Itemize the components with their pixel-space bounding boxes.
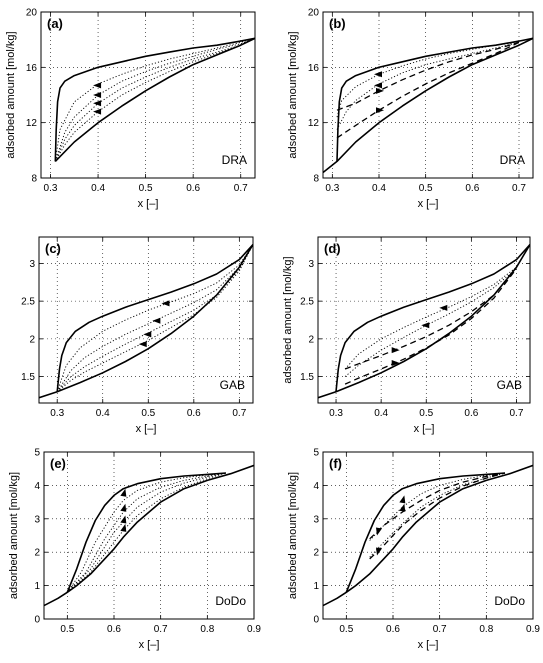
x-tick-label: 0.4: [95, 408, 110, 419]
y-tick-label: 4: [313, 480, 319, 492]
panel-label: (e): [50, 456, 66, 471]
arrow-marker: [93, 82, 101, 88]
x-tick-label: 0.6: [186, 408, 201, 419]
panel-c: [21, 237, 253, 435]
panel-e: [8, 448, 261, 652]
series-group: [323, 465, 533, 605]
series-line-dotted: [57, 245, 253, 392]
y-axis-label: adsorbed amount [mol/kg]: [282, 256, 294, 384]
x-tick-label: 0.7: [153, 624, 168, 635]
x-tick-label: 0.3: [325, 183, 340, 194]
series-line-dotted: [57, 245, 253, 392]
panel-label: (b): [329, 16, 346, 31]
y-tick-label: 2: [308, 334, 314, 346]
y-axis-label: adsorbed amount [mol/kg]: [287, 31, 299, 159]
x-tick-label: 0.7: [232, 408, 247, 419]
arrow-marker: [392, 347, 400, 353]
y-tick-label: 1: [313, 581, 319, 593]
model-label: GAB: [219, 378, 245, 392]
series-line-solid: [44, 465, 254, 605]
arrow-marker: [399, 495, 405, 503]
y-tick-label: 12: [307, 118, 319, 130]
y-tick-label: 4: [34, 480, 40, 492]
x-axis-label: x [–]: [413, 423, 435, 435]
series-line-solid: [323, 465, 533, 605]
panel-b: [287, 8, 533, 211]
arrow-marker: [120, 515, 126, 523]
x-tick-label: 0.9: [247, 624, 261, 635]
x-tick-label: 0.7: [512, 183, 526, 194]
x-tick-label: 0.7: [233, 183, 248, 194]
series-line-solid: [55, 38, 255, 161]
x-tick-label: 0.7: [509, 408, 524, 419]
panel-label: (f): [329, 456, 342, 471]
y-tick-label: 5: [34, 447, 40, 459]
y-tick-label: 2.5: [21, 296, 35, 308]
x-tick-label: 0.6: [464, 408, 479, 419]
panel-a: [5, 8, 255, 211]
series-line-solid: [318, 245, 530, 398]
series-line-dotted: [55, 38, 255, 161]
arrow-marker: [374, 71, 382, 77]
arrow-marker: [139, 341, 147, 347]
series-group: [318, 245, 530, 398]
x-tick-label: 0.6: [186, 183, 201, 194]
x-tick-label: 0.4: [372, 183, 386, 194]
x-tick-label: 0.6: [107, 624, 121, 635]
arrow-marker: [374, 82, 382, 88]
y-tick-label: 1.5: [300, 372, 314, 384]
y-tick-label: 0: [313, 614, 319, 626]
arrow-marker: [376, 548, 382, 556]
y-tick-label: 3: [29, 258, 35, 270]
x-tick-label: 0.5: [419, 408, 434, 419]
series-line-solid: [57, 245, 253, 392]
y-axis-label: adsorbed amount [mol/kg]: [287, 471, 299, 600]
x-axis-label: x [–]: [135, 423, 157, 435]
x-tick-label: 0.5: [141, 408, 156, 419]
y-axis-label: adsorbed amount [mol/kg]: [5, 31, 17, 159]
arrow-marker: [152, 318, 160, 324]
series-line-dotted: [337, 42, 519, 117]
series-line-solid: [39, 245, 253, 398]
panel-label: (d): [324, 241, 341, 256]
series-line-dotted: [55, 38, 255, 161]
arrow-marker: [143, 331, 151, 337]
series-group: [39, 245, 253, 398]
series-line-dashed: [345, 267, 516, 369]
arrow-marker: [421, 322, 429, 328]
series-group: [55, 38, 255, 161]
arrow-marker: [399, 504, 405, 512]
x-tick-label: 0.5: [418, 183, 433, 194]
series-line-dotted: [370, 473, 505, 557]
y-tick-label: 2: [29, 334, 35, 346]
y-tick-label: 0: [34, 614, 40, 626]
y-tick-label: 20: [307, 7, 319, 19]
x-axis-label: x [–]: [417, 639, 439, 651]
y-tick-label: 2: [313, 547, 319, 559]
x-axis-label: x [–]: [137, 198, 159, 210]
y-tick-label: 16: [307, 62, 319, 74]
x-tick-label: 0.7: [432, 624, 447, 635]
panel-label: (c): [45, 241, 61, 256]
arrow-marker: [93, 100, 101, 106]
arrow-marker: [93, 109, 101, 115]
panel-label: (a): [47, 16, 63, 31]
series-line-dotted: [345, 267, 516, 369]
panel-d: [282, 237, 530, 435]
arrow-marker: [376, 527, 382, 535]
series-line-solid: [336, 245, 530, 392]
x-tick-label: 0.5: [339, 624, 354, 635]
series-line-dotted: [55, 38, 255, 161]
series-line-dashed: [345, 269, 516, 384]
y-tick-label: 1.5: [21, 372, 35, 384]
y-tick-label: 2.5: [300, 296, 314, 308]
model-label: DoDo: [494, 594, 525, 608]
model-label: DoDo: [215, 594, 246, 608]
x-tick-label: 0.4: [91, 183, 106, 194]
x-axis-label: x [–]: [417, 198, 439, 210]
series-line-dotted: [370, 473, 505, 541]
model-label: GAB: [496, 378, 522, 392]
x-tick-label: 0.3: [43, 183, 58, 194]
x-tick-label: 0.6: [465, 183, 480, 194]
panel-f: [287, 448, 540, 652]
model-label: DRA: [499, 153, 525, 167]
series-line-solid: [55, 38, 255, 161]
arrow-marker: [120, 524, 126, 532]
y-tick-label: 5: [313, 447, 319, 459]
y-tick-label: 1: [34, 581, 40, 593]
series-group: [44, 465, 254, 605]
arrow-marker: [120, 504, 126, 512]
x-tick-label: 0.6: [386, 624, 400, 635]
series-line-dashed: [370, 473, 505, 539]
series-line-dotted: [55, 38, 255, 161]
arrow-marker: [93, 92, 101, 98]
x-tick-label: 0.8: [200, 624, 215, 635]
y-tick-label: 3: [313, 514, 319, 526]
series-line-dotted: [57, 245, 253, 392]
series-line-dotted: [57, 245, 253, 392]
x-tick-label: 0.8: [479, 624, 494, 635]
y-tick-label: 8: [31, 173, 37, 185]
y-tick-label: 20: [25, 7, 37, 19]
x-tick-label: 0.5: [138, 183, 153, 194]
y-tick-label: 8: [313, 173, 319, 185]
series-line-dashed: [370, 473, 505, 559]
y-axis-label: adsorbed amount [mol/kg]: [8, 471, 20, 600]
x-tick-label: 0.9: [526, 624, 540, 635]
x-tick-label: 0.3: [329, 408, 343, 419]
y-tick-label: 3: [308, 258, 314, 270]
arrow-marker: [161, 300, 169, 306]
y-tick-label: 16: [25, 62, 37, 74]
y-tick-label: 2: [34, 547, 40, 559]
y-tick-label: 12: [25, 118, 37, 130]
x-tick-label: 0.5: [60, 624, 75, 635]
series-line-dashed: [337, 42, 519, 110]
x-tick-label: 0.3: [50, 408, 65, 419]
y-tick-label: 3: [34, 514, 40, 526]
x-axis-label: x [–]: [138, 639, 160, 651]
x-tick-label: 0.4: [374, 408, 389, 419]
model-label: DRA: [221, 153, 247, 167]
series-line-dotted: [345, 269, 516, 377]
